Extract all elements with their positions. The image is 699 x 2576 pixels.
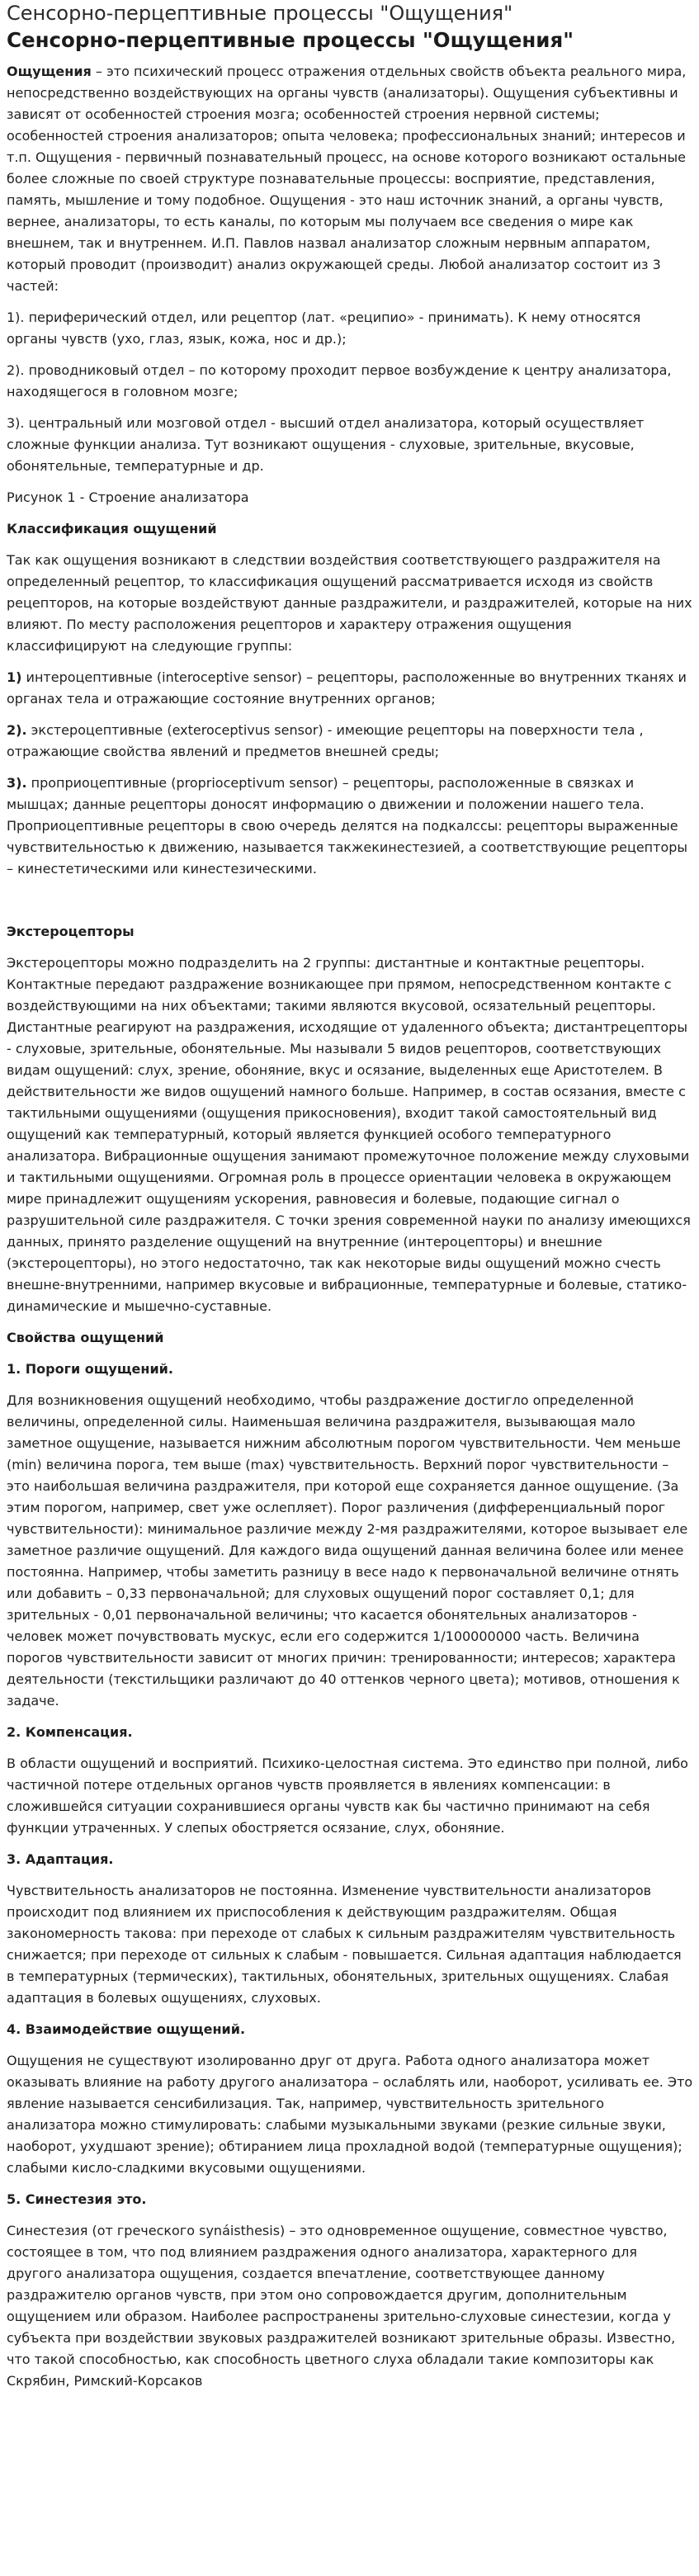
exteroceptors-title: Экстероцепторы (7, 924, 135, 939)
classification-item-2 (7, 720, 693, 763)
classification-paragraph: Так как ощущения возникают в следствии воздействия соответствующего раздражителя на определенный рецептор, то классификация ощущений рассматривается исходя из свойств рецепторов, на которые воздействуют данные раздражители, и раздражителей, которые на них влияют. По месту расположения рецепторов и характеру отражения ощущения классифицируют на следующие группы: (7, 552, 692, 654)
section-title-adaptation: 3. Адаптация. (7, 1851, 114, 1867)
section-title-compensation: 2. Компенсация. (7, 1724, 133, 1740)
intro-paragraph (7, 61, 693, 297)
section-title-thresholds: 1. Пороги ощущений. (7, 1361, 173, 1377)
analyzer-part-3: 3). центральный или мозговой отдел - высший отдел анализатора, который осуществляет сложные функции анализа. Тут возникают ощущения - слуховые, зрительные, вкусовые, обонятельные, температурные и др. (7, 415, 645, 474)
properties-title: Свойства ощущений (7, 1330, 164, 1345)
section-title-synesthesia: 5. Синестезия это. (7, 2191, 147, 2207)
classification-item-3 (7, 773, 693, 880)
page-title: Сенсорно-перцептивные процессы "Ощущения" (7, 2, 513, 25)
classification-item-number: 1) (7, 669, 22, 685)
analyzer-part-1: 1). периферический отдел, или рецептор (лат. «реципио» - принимать). К нему относятся органы чувств (ухо, глаз, язык, кожа, нос и др.); (7, 310, 641, 347)
article (7, 0, 693, 2402)
section-text-adaptation: Чувствительность анализаторов не постоянна. Изменение чувствительности анализаторов происходит под влиянием их приспособления к действующим раздражителям. Общая закономерность такова: при переходе от слабых к сильным раздражителям чувствительность снижается; при переходе от сильных к слабым - повышается. Сильная адаптация наблюдается в температурных (термических), тактильных, обонятельных, зрительных ощущениях. Слабая адаптация в болевых ощущениях, слуховых. (7, 1883, 682, 2006)
spacer (7, 890, 693, 921)
section-text-thresholds: Для возникновения ощущений необходимо, чтобы раздражение достигло определенной величины, определенной силы. Наименьшая величина раздражителя, вызывающая мало заметное ощущение, называется нижним абсолютным порогом чувствительности. Чем меньше (min) величина порога, тем выше (max) чувствительность. Верхний порог чувствительности – это наибольшая величина раздражителя, при которой еще сохраняется данное ощущение. (За этим порогом, например, свет уже ослепляет). Порог различения (дифференциальный порог чувствительности): минимальное различие между 2-мя раздражителями, которое вызывает еле заметное различие ощущений. Для каждого вида ощущений данная величина более или менее постоянна. Например, чтобы заметить разницу в весе надо к первоначальной величине отнять или добавить – 0,33 первоначальной; для слуховых ощущений порог составляет 0,1; для зрительных - 0,01 первоначальной величины; что касается обонятельных анализаторов - человек может почувствовать мускус, если его содержится 1/100000000 часть. Величина порогов чувствительности зависит от многих причин: тренированности; интересов; характера деятельности (текстильщики различают до 40 оттенков черного цвета); мотивов, отношения к задаче. (7, 1392, 688, 1709)
classification-item-number: 3). (7, 775, 27, 791)
classification-item-text: интероцептивные (interoceptive sensor) – рецепторы, расположенные во внутренних тканях и органах тела и отражающие состояние внутренних органов; (7, 669, 687, 707)
section-text-compensation: В области ощущений и восприятий. Психико-целостная система. Это единство при полной, либо частичной потере отдельных органов чувств проявляется в явлениях компенсации: в сложившейся ситуации сохранившиеся органы чувств как бы частично принимают на себя функции утраченных. У слепых обостряется осязание, слух, обоняние. (7, 1756, 688, 1836)
section-text-synesthesia: Синестезия (от греческого synáisthesis) – это одновременное ощущение, совместное чувство, состоящее в том, что под влиянием раздражения одного анализатора, характерного для другого анализатора ощущения, создается впечатление, соответствующее данному раздражителю органов чувств, при этом оно сопровождается другим, дополнительным ощущением или образом. Наиболее распространены зрительно-слуховые синестезии, когда у субъекта при воздействии звуковых раздражителей возникают зрительные образы. Известно, что такой способностью, как способность цветного слуха обладали такие композиторы как Скрябин, Римский-Корсаков (7, 2223, 676, 2389)
figure-caption: Рисунок 1 - Строение анализатора (7, 489, 249, 505)
intro-term: Ощущения (7, 64, 92, 79)
exteroceptors-paragraph: Экстероцепторы можно подразделить на 2 группы: дистантные и контактные рецепторы. Контактные передают раздражение возникающее при прямом, непосредственном контакте с воздействующими на них объектами; такими являются вкусовой, осязательный рецепторы. Дистантные реагируют на раздражения, исходящие от удаленного объекта; дистантрецепторы - слуховые, зрительные, обонятельные. Мы называли 5 видов рецепторов, соответствующих видам ощущений: слух, зрение, обоняние, вкус и осязание, выделенных еще Аристотелем. В действительности же видов ощущений намного больше. Например, в состав осязания, вместе с тактильными ощущениями (ощущения прикосновения), входит такой самостоятельный вид ощущений как температурный, который является функцией особого температурного анализатора. Вибрационные ощущения занимают промежуточное положение между слуховыми и тактильными ощущениями. Огромная роль в процессе ориентации человека в окружающем мире принадлежит ощущениям ускорения, равновесия и болевые, подающие сигнал о разрушительной силе раздражителя. С точки зрения современной науки по анализу имеющихся данных, принято разделение ощущений на внутренние (интероцепторы) и внешние (экстероцепторы), но этого недостаточно, так как некоторые виды ощущений можно счесть внешне-внутренними, например вкусовые и вибрационные, температурные и болевые, статико-динамические и мышечно-суставные. (7, 955, 691, 1314)
classification-item-number: 2). (7, 722, 27, 738)
article-heading: Сенсорно-перцептивные процессы "Ощущения" (7, 28, 574, 52)
section-title-interaction: 4. Взаимодействие ощущений. (7, 2021, 246, 2037)
section-text-interaction: Ощущения не существуют изолированно друг от друга. Работа одного анализатора может оказывать влияние на работу другого анализатора – ослаблять или, наоборот, усиливать ее. Это явление называется сенсибилизация. Так, например, чувствительность зрительного анализатора можно стимулировать: слабыми музыкальными звуками (резкие сильные звуки, наоборот, ухудшают зрение); обтиранием лица прохладной водой (температурные ощущения); слабыми кисло-сладкими вкусовыми ощущениями. (7, 2053, 693, 2176)
intro-text: – это психический процесс отражения отдельных свойств объекта реального мира, непосредственно воздействующих на органы чувств (анализаторы). Ощущения субъективны и зависят от особенностей строения мозга; особенностей строения нервной системы; особенностей строения анализаторов; опыта человека; профессиональных знаний; интересов и т.п. Ощущения - первичный познавательный процесс, на основе которого возникают остальные более сложные по своей структуре познавательные процессы: восприятие, представления, память, мышление и тому подобное. Ощущения - это наш источник знаний, а органы чувств, вернее, анализаторы, то есть каналы, по которым мы получаем все сведения о мире как внешнем, так и внутреннем. И.П. Павлов назвал анализатор сложным нервным аппаратом, который проводит (производит) анализ окружающей среды. Любой анализатор состоит из 3 частей: (7, 64, 687, 294)
classification-item-text: экстероцептивные (exteroceptivus sensor) - имеющие рецепторы на поверхности тела , отражающие свойства явлений и предметов внешней среды; (7, 722, 644, 759)
classification-item-text: проприоцептивные (proprioceptivum sensor) – рецепторы, расположенные в связках и мышцах; данные рецепторы доносят информацию о движении и положении нашего тела. Проприоцептивные рецепторы в свою очередь делятся на подкалссы: рецепторы выраженные чувствительностью к движению, называется такжекинестезией, а соответствующие рецепторы – кинестетическими или кинестезическими. (7, 775, 688, 877)
classification-title: Классификация ощущений (7, 521, 217, 536)
classification-item-1 (7, 667, 693, 710)
analyzer-part-2: 2). проводниковый отдел – по которому проходит первое возбуждение к центру анализатора, находящегося в головном мозге; (7, 362, 672, 399)
